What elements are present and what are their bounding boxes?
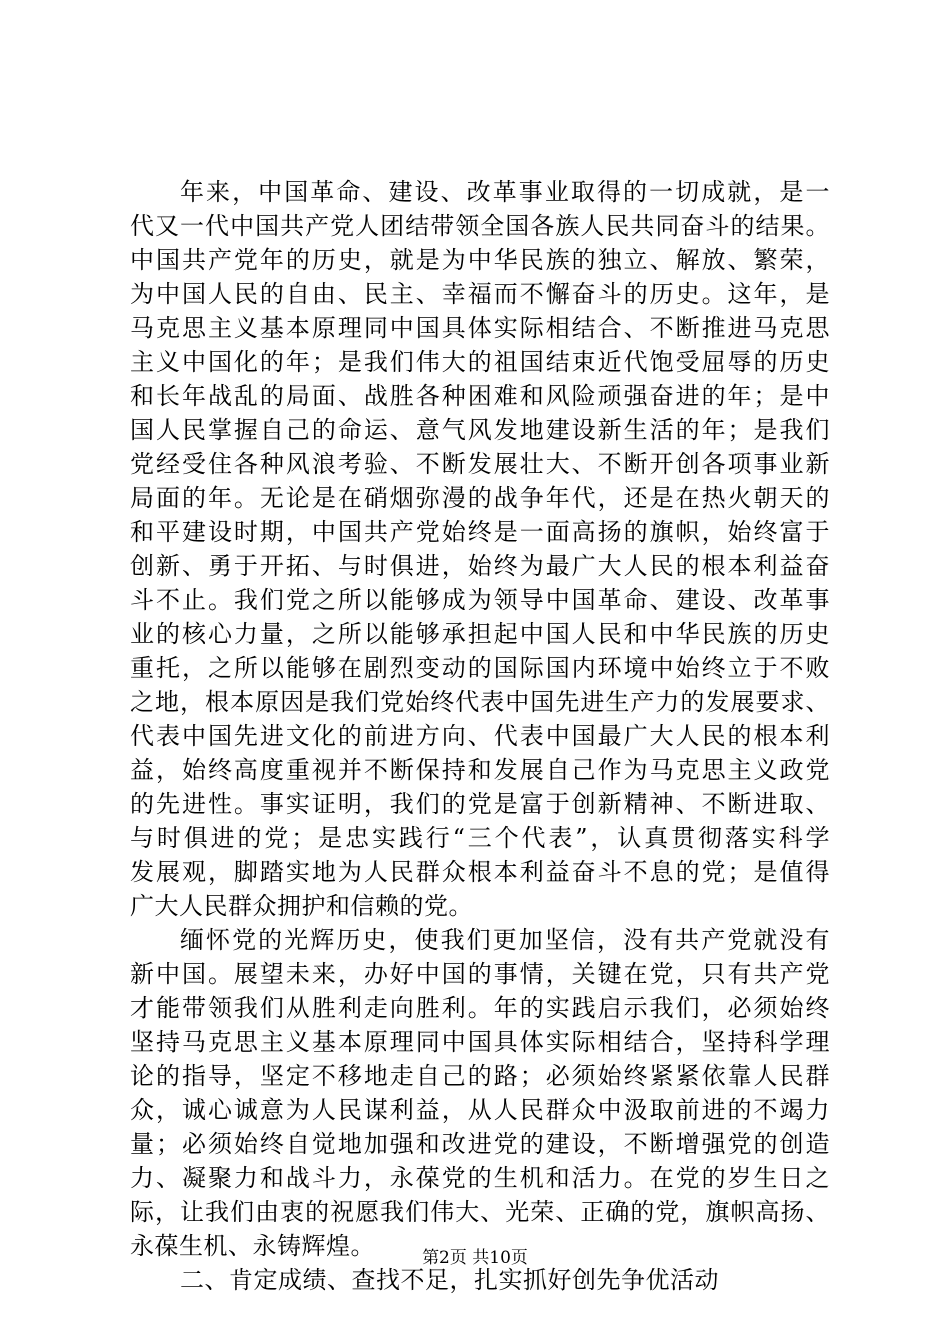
page-number-footer: 第2页 共10页 (422, 1248, 528, 1268)
text-line: 益，始终高度重视并不断保持和发展自己作为马克思主义政党 (130, 756, 830, 784)
text-line: 代又一代中国共产党人团结带领全国各族人民共同奋斗的结果。 (130, 212, 830, 240)
text-line: 论的指导，坚定不移地走自己的路；必须始终紧紧依靠人民群 (130, 1062, 830, 1090)
text-line: 坚持马克思主义基本原理同中国具体实际相结合，坚持科学理 (130, 1028, 830, 1056)
section-heading-text: 二、肯定成绩、查找不足，扎实抓好创先争优活动 (180, 1266, 719, 1294)
text-line: 重托，之所以能够在剧烈变动的国际国内环境中始终立于不败 (130, 654, 830, 682)
text-line: 量；必须始终自觉地加强和改进党的建设，不断增强党的创造 (130, 1130, 830, 1158)
text-line: 的先进性。事实证明，我们的党是富于创新精神、不断进取、 (130, 790, 830, 818)
text-line: 党经受住各种风浪考验、不断发展壮大、不断开创各项事业新 (130, 450, 830, 478)
text-line: 众，诚心诚意为人民谋利益，从人民群众中汲取前进的不竭力 (130, 1096, 830, 1124)
document-body (130, 175, 830, 1297)
text-line: 广大人民群众拥护和信赖的党。 (130, 892, 473, 920)
text-line: 缅怀党的光辉历史，使我们更加坚信，没有共产党就没有 (180, 926, 830, 954)
text-line: 业的核心力量，之所以能够承担起中国人民和中华民族的历史 (130, 620, 830, 648)
text-line: 之地，根本原因是我们党始终代表中国先进生产力的发展要求、 (130, 688, 830, 716)
paragraph-1 (130, 175, 830, 923)
text-line: 国人民掌握自己的命运、意气风发地建设新生活的年；是我们 (130, 416, 830, 444)
text-line: 为中国人民的自由、民主、幸福而不懈奋斗的历史。这年，是 (130, 280, 830, 308)
text-line: 代表中国先进文化的前进方向、代表中国最广大人民的根本利 (130, 722, 830, 750)
text-line: 局面的年。无论是在硝烟弥漫的战争年代，还是在热火朝天的 (130, 484, 830, 512)
text-line: 和平建设时期，中国共产党始终是一面高扬的旗帜，始终富于 (130, 518, 830, 546)
text-line: 和长年战乱的局面、战胜各种困难和风险顽强奋进的年；是中 (130, 382, 830, 410)
text-line: 年来，中国革命、建设、改革事业取得的一切成就，是一 (180, 178, 830, 206)
section-heading (130, 1263, 830, 1297)
text-line: 永葆生机、永铸辉煌。 (130, 1232, 375, 1260)
text-line: 新中国。展望未来，办好中国的事情，关键在党，只有共产党 (130, 960, 830, 988)
text-line: 发展观，脚踏实地为人民群众根本利益奋斗不息的党；是值得 (130, 858, 830, 886)
text-line: 斗不止。我们党之所以能够成为领导中国革命、建设、改革事 (130, 586, 830, 614)
text-line: 际，让我们由衷的祝愿我们伟大、光荣、正确的党，旗帜高扬、 (130, 1198, 830, 1226)
paragraph-2 (130, 923, 830, 1263)
text-line: 马克思主义基本原理同中国具体实际相结合、不断推进马克思 (130, 314, 830, 342)
text-line: 才能带领我们从胜利走向胜利。年的实践启示我们，必须始终 (130, 994, 830, 1022)
text-line: 创新、勇于开拓、与时俱进，始终为最广大人民的根本利益奋 (130, 552, 830, 580)
text-line: 力、凝聚力和战斗力，永葆党的生机和活力。在党的岁生日之 (130, 1164, 830, 1192)
text-line: 中国共产党年的历史，就是为中华民族的独立、解放、繁荣， (130, 246, 830, 274)
text-line: 与时俱进的党；是忠实践行“三个代表”，认真贯彻落实科学 (130, 824, 830, 852)
text-line: 主义中国化的年；是我们伟大的祖国结束近代饱受屈辱的历史 (130, 348, 830, 376)
